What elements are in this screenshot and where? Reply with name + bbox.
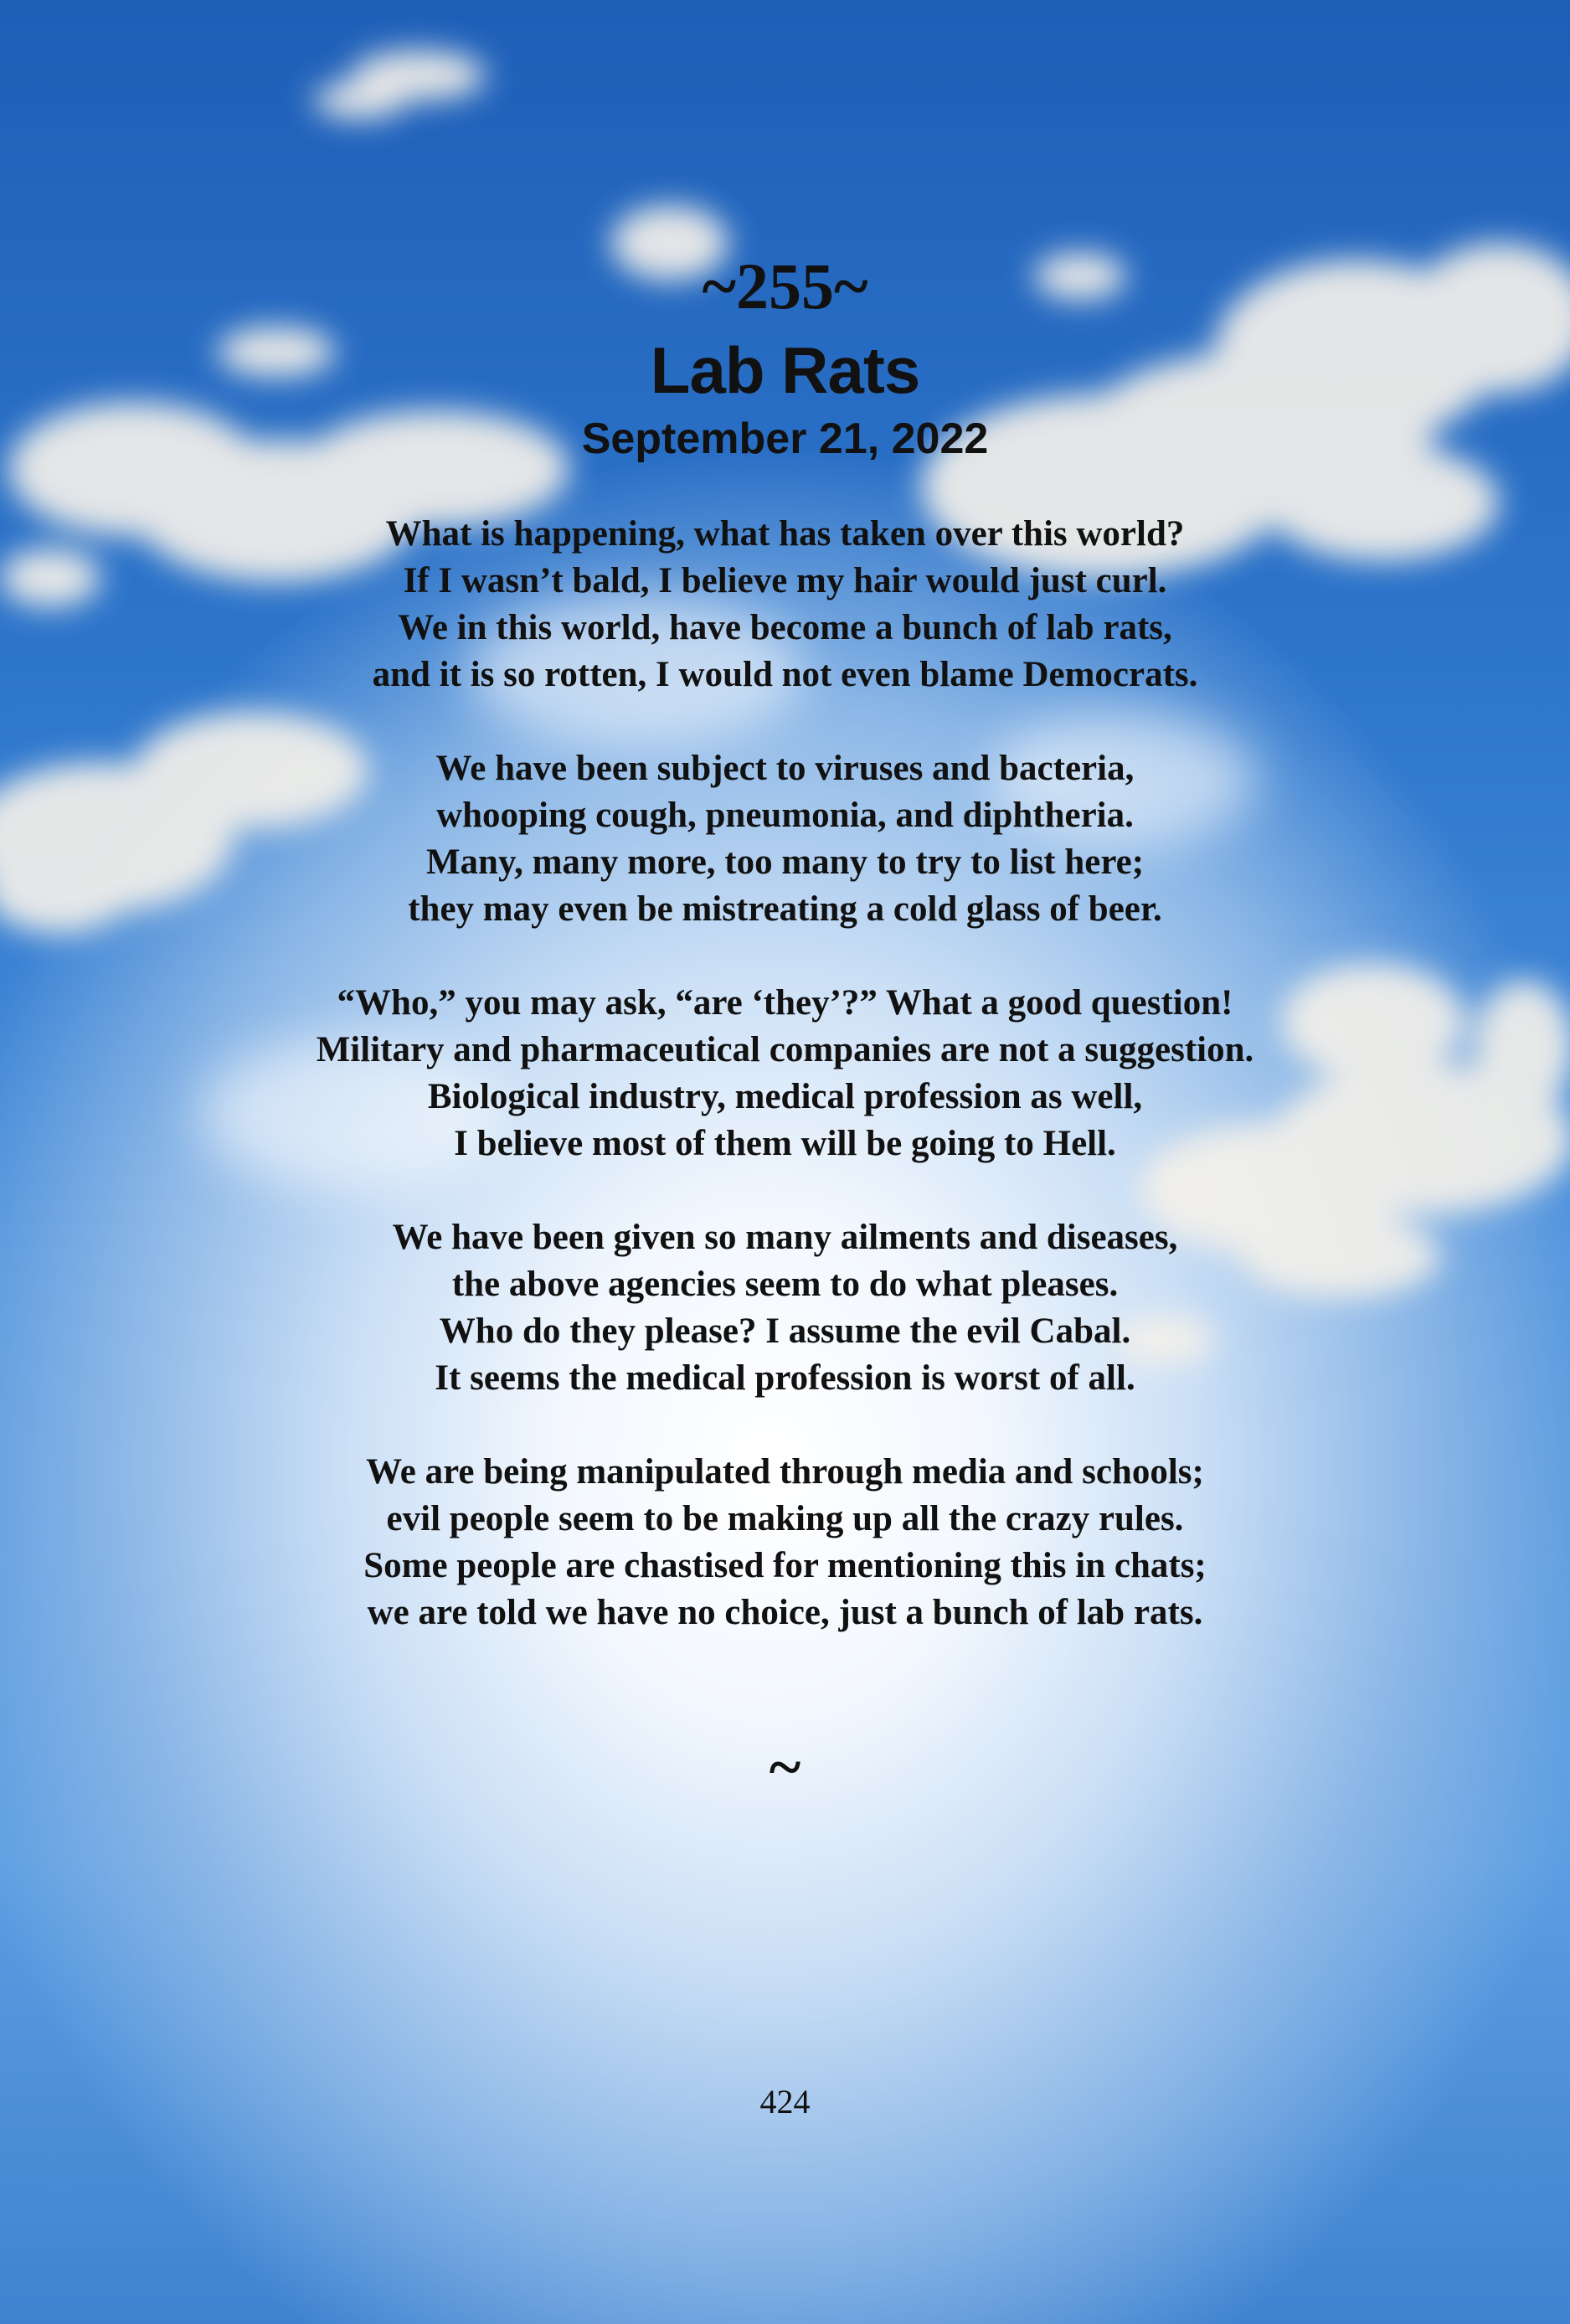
poem-line: I believe most of them will be going to Hell. <box>454 1124 1116 1163</box>
poem-line: Military and pharmaceutical companies are not a suggestion. <box>316 1030 1254 1069</box>
poem-line: we are told we have no choice, just a bunch of lab rats. <box>367 1593 1203 1632</box>
poem-line: they may even be mistreating a cold glass of beer. <box>408 889 1162 929</box>
stanza-3 <box>0 980 1570 1167</box>
poem-line: We are being manipulated through media and schools; <box>366 1452 1204 1492</box>
poem-line: Many, many more, too many to try to list here; <box>425 843 1145 882</box>
poem-line: “Who,” you may ask, “are ‘they’?” What a good question! <box>337 983 1233 1023</box>
poem-line: We have been given so many ailments and diseases, <box>392 1218 1178 1257</box>
poem-line: the above agencies seem to do what pleases. <box>451 1265 1119 1304</box>
stanza-4 <box>0 1214 1570 1402</box>
poem-title: Lab Rats <box>650 333 920 407</box>
poem-line: and it is so rotten, I would not even blame Democrats. <box>372 655 1198 694</box>
poem-body <box>0 511 1570 1683</box>
poem-line: Who do they please? I assume the evil Cabal. <box>439 1311 1131 1351</box>
stanza-1 <box>0 511 1570 698</box>
poem-line: evil people seem to be making up all the crazy rules. <box>386 1499 1184 1538</box>
poem-number: ~255~ <box>702 250 868 322</box>
stanza-2 <box>0 745 1570 933</box>
poem-date: September 21, 2022 <box>581 415 989 463</box>
poem-line: It seems the medical profession is worst of all. <box>435 1358 1135 1398</box>
poem-line: If I wasn’t bald, I believe my hair would just curl. <box>403 561 1167 600</box>
poem-line: whooping cough, pneumonia, and diphtheria. <box>436 796 1134 835</box>
poem-line: We have been subject to viruses and bacteria, <box>435 749 1135 788</box>
poem-line: Some people are chastised for mentioning this in chats; <box>363 1546 1207 1585</box>
poem-ending-mark: ~ <box>769 1734 801 1801</box>
poem-line: What is happening, what has taken over this world? <box>385 514 1185 554</box>
poem-line: Biological industry, medical profession as well, <box>427 1077 1143 1116</box>
poem-line: We in this world, have become a bunch of lab rats, <box>398 608 1172 647</box>
page-number: 424 <box>759 2083 811 2120</box>
stanza-5 <box>0 1449 1570 1636</box>
